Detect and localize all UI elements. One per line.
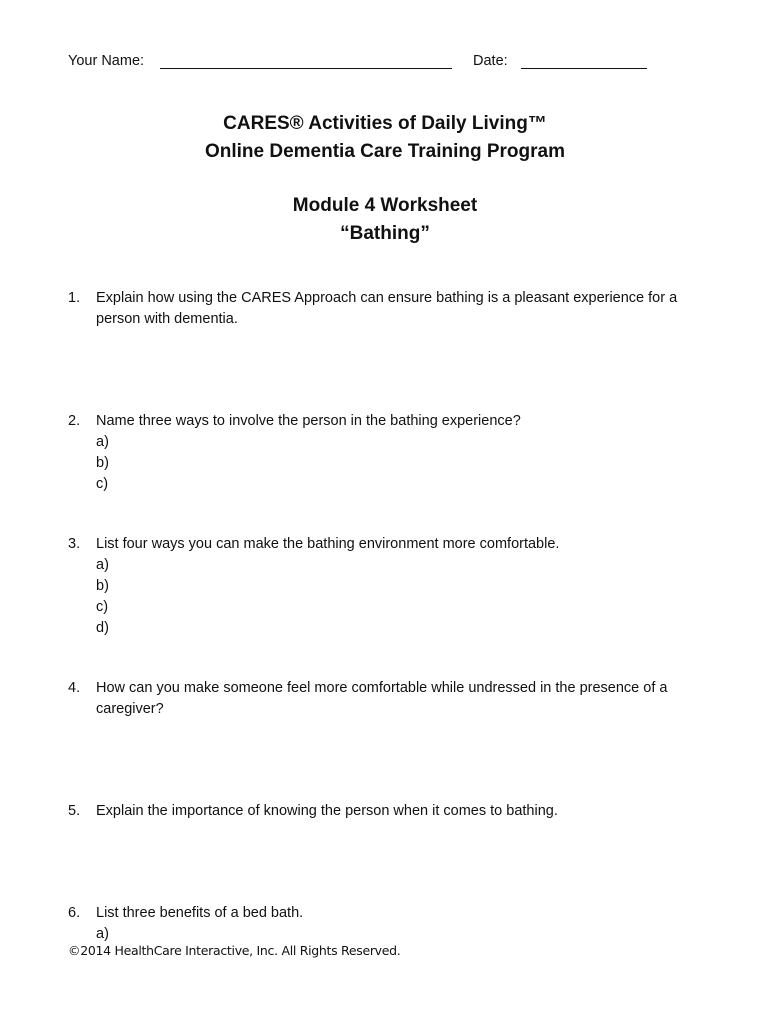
answer-option: a) bbox=[96, 434, 109, 450]
your-name-field[interactable] bbox=[160, 68, 452, 69]
question-text: List four ways you can make the bathing environment more comfortable. bbox=[96, 536, 560, 552]
question-text: How can you make someone feel more comfortable while undressed in the presence of a caregiver? bbox=[96, 680, 668, 717]
your-name-label: Your Name: bbox=[68, 53, 145, 69]
question-text: Explain how using the CARES Approach can ensure bathing is a pleasant experience for a person with dementia. bbox=[96, 290, 678, 327]
date-field[interactable] bbox=[521, 68, 647, 69]
question-text: Explain the importance of knowing the person when it comes to bathing. bbox=[96, 803, 558, 819]
question-number: 5. bbox=[68, 803, 81, 819]
question-body bbox=[96, 534, 706, 639]
question-body bbox=[96, 903, 706, 945]
question-number: 4. bbox=[68, 680, 81, 696]
answer-option: c) bbox=[96, 599, 109, 615]
answer-option: b) bbox=[96, 455, 109, 471]
answer-option: c) bbox=[96, 476, 109, 492]
question-text: Name three ways to involve the person in the bathing experience? bbox=[96, 413, 521, 429]
program-title: CARES® Activities of Daily Living™ bbox=[223, 113, 547, 134]
module-topic: “Bathing” bbox=[340, 223, 430, 244]
question-number: 6. bbox=[68, 905, 81, 921]
program-subtitle: Online Dementia Care Training Program bbox=[204, 141, 566, 162]
question-number: 1. bbox=[68, 290, 81, 306]
question-number: 2. bbox=[68, 413, 81, 429]
module-title: Module 4 Worksheet bbox=[292, 195, 478, 216]
question-number: 3. bbox=[68, 536, 81, 552]
question-body bbox=[96, 411, 706, 495]
copyright-footer: ©2014 HealthCare Interactive, Inc. All Rights Reserved. bbox=[68, 943, 401, 958]
answer-option: a) bbox=[96, 926, 109, 942]
answer-option: b) bbox=[96, 578, 109, 594]
answer-option: d) bbox=[96, 620, 109, 636]
question-text: List three benefits of a bed bath. bbox=[96, 905, 304, 921]
date-label: Date: bbox=[473, 53, 508, 69]
answer-option: a) bbox=[96, 557, 109, 573]
